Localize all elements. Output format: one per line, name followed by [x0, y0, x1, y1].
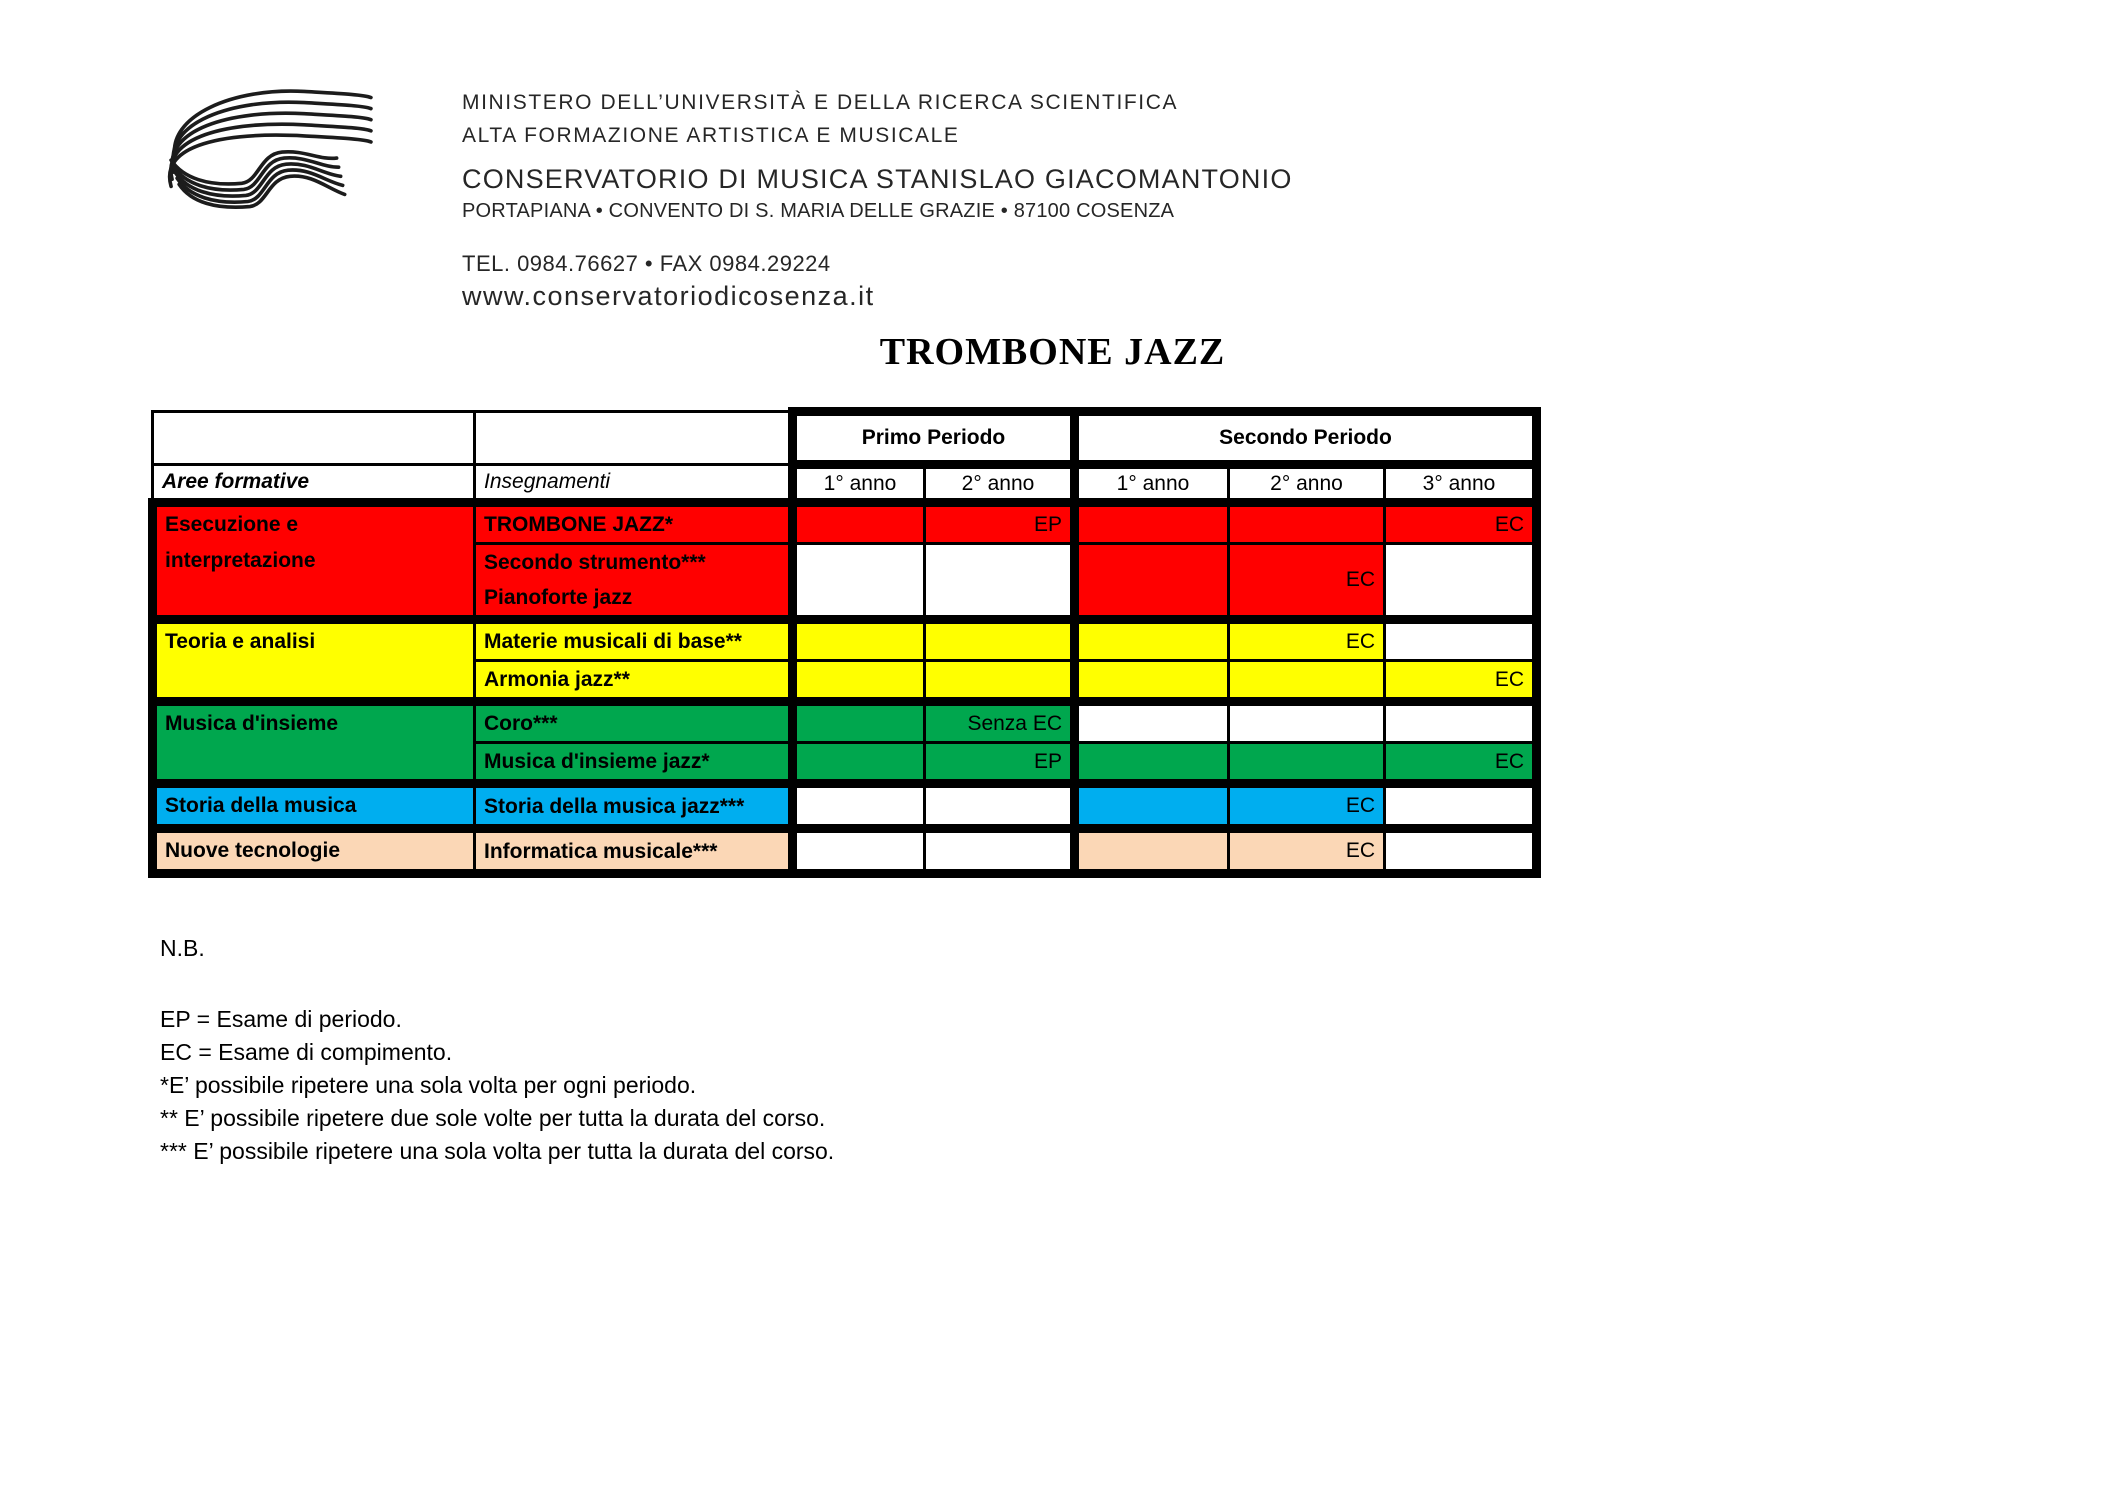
- grid-cell: [1385, 544, 1537, 620]
- grid-cell: [1075, 544, 1229, 620]
- column-header-aree-formative: Aree formative: [153, 465, 475, 503]
- grid-cell: [153, 412, 475, 465]
- grid-cell: [793, 784, 925, 829]
- column-header-insegnamenti: Insegnamenti: [475, 465, 793, 503]
- exam-marker-cell: EC: [1385, 503, 1537, 544]
- grid-cell: [793, 503, 925, 544]
- period-header-primo: Primo Periodo: [793, 412, 1075, 465]
- grid-cell: [475, 412, 793, 465]
- curriculum-table: [148, 407, 1541, 878]
- letterhead: [462, 86, 1293, 313]
- grid-cell: [925, 620, 1075, 661]
- grid-cell: [925, 544, 1075, 620]
- grid-cell: [925, 661, 1075, 702]
- course-cell: Musica d'insieme jazz*: [475, 743, 793, 784]
- grid-cell: [1229, 661, 1385, 702]
- exam-marker-cell: EC: [1229, 544, 1385, 620]
- grid-cell: [1075, 702, 1229, 743]
- page-title: TROMBONE JAZZ: [879, 331, 1226, 373]
- course-cell: Storia della musica jazz***: [475, 784, 793, 829]
- course-cell: Coro***: [475, 702, 793, 743]
- column-header-anno: 1° anno: [1075, 465, 1229, 503]
- grid-cell: [1075, 503, 1229, 544]
- area-cell: Esecuzione e interpretazione: [153, 503, 475, 620]
- notes-block: [160, 932, 834, 1168]
- exam-marker-cell: EC: [1385, 743, 1537, 784]
- grid-cell: [1075, 661, 1229, 702]
- course-cell: Informatica musicale***: [475, 829, 793, 874]
- exam-marker-cell: EP: [925, 503, 1075, 544]
- grid-cell: [1229, 503, 1385, 544]
- period-header-secondo: Secondo Periodo: [1075, 412, 1537, 465]
- exam-marker-cell: EP: [925, 743, 1075, 784]
- area-cell: Nuove tecnologie: [153, 829, 475, 874]
- note-line-three-star: *** E’ possibile ripetere una sola volta per tutta la durata del corso.: [160, 1138, 835, 1164]
- exam-marker-cell: Senza EC: [925, 702, 1075, 743]
- grid-cell: [1385, 784, 1537, 829]
- grid-cell: [793, 743, 925, 784]
- column-header-anno: 2° anno: [925, 465, 1075, 503]
- grid-cell: [1229, 743, 1385, 784]
- course-cell: TROMBONE JAZZ*: [475, 503, 793, 544]
- exam-marker-cell: EC: [1229, 829, 1385, 874]
- grid-cell: [1385, 620, 1537, 661]
- grid-cell: [793, 544, 925, 620]
- conservatory-name: CONSERVATORIO DI MUSICA STANISLAO GIACOMANTONIO: [462, 164, 1293, 194]
- address-line: PORTAPIANA • CONVENTO DI S. MARIA DELLE GRAZIE • 87100 COSENZA: [462, 200, 1175, 222]
- column-header-anno: 1° anno: [793, 465, 925, 503]
- grid-cell: [1075, 743, 1229, 784]
- grid-cell: [1075, 829, 1229, 874]
- note-line-ep: EP = Esame di periodo.: [160, 1006, 402, 1032]
- column-header-anno: 2° anno: [1229, 465, 1385, 503]
- grid-cell: [793, 661, 925, 702]
- grid-cell: [925, 784, 1075, 829]
- website-url: www.conservatoriodicosenza.it: [462, 281, 875, 311]
- column-header-anno: 3° anno: [1385, 465, 1537, 503]
- grid-cell: [1229, 702, 1385, 743]
- grid-cell: [1075, 620, 1229, 661]
- afam-line: ALTA FORMAZIONE ARTISTICA E MUSICALE: [462, 124, 960, 147]
- phone-fax-line: TEL. 0984.76627 • FAX 0984.29224: [462, 251, 831, 276]
- area-cell: Storia della musica: [153, 784, 475, 829]
- notes-heading: N.B.: [160, 935, 205, 961]
- grid-cell: [925, 829, 1075, 874]
- grid-cell: [1075, 784, 1229, 829]
- exam-marker-cell: EC: [1229, 620, 1385, 661]
- ministry-line: MINISTERO DELL’UNIVERSITÀ E DELLA RICERCA SCIENTIFICA: [462, 91, 1179, 114]
- course-cell: Materie musicali di base**: [475, 620, 793, 661]
- exam-marker-cell: EC: [1229, 784, 1385, 829]
- grid-cell: [793, 702, 925, 743]
- exam-marker-cell: EC: [1385, 661, 1537, 702]
- course-cell: Armonia jazz**: [475, 661, 793, 702]
- course-cell: Secondo strumento*** Pianoforte jazz: [475, 544, 793, 620]
- note-line-one-star: *E’ possibile ripetere una sola volta per ogni periodo.: [160, 1072, 697, 1098]
- area-cell: Musica d'insieme: [153, 702, 475, 784]
- conservatory-logo-staff-lines-icon: [163, 86, 377, 210]
- area-cell: Teoria e analisi: [153, 620, 475, 702]
- note-line-ec: EC = Esame di compimento.: [160, 1039, 453, 1065]
- grid-cell: [793, 829, 925, 874]
- grid-cell: [1385, 702, 1537, 743]
- grid-cell: [793, 620, 925, 661]
- note-line-two-star: ** E’ possibile ripetere due sole volte per tutta la durata del corso.: [160, 1105, 826, 1131]
- grid-cell: [1385, 829, 1537, 874]
